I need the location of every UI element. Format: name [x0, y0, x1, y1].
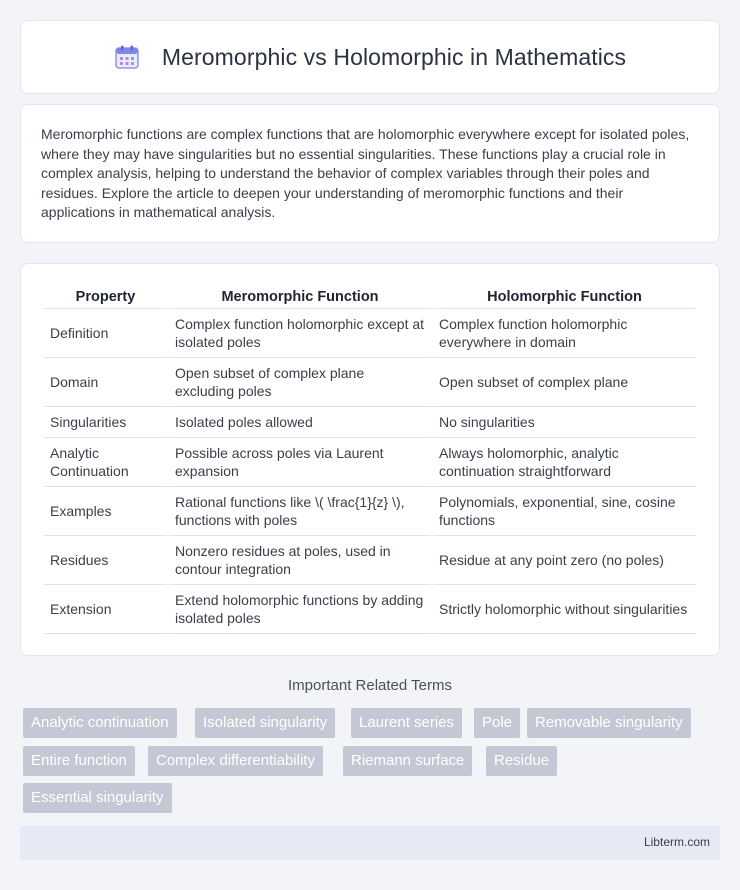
- table-cell: Always holomorphic, analytic continuation straightforward: [433, 438, 696, 487]
- calendar-icon: [114, 44, 140, 70]
- table-cell: Nonzero residues at poles, used in contour integration: [169, 536, 431, 585]
- comparison-table: [42, 284, 698, 634]
- table-header-row: [44, 284, 696, 309]
- table-cell: Complex function holomorphic except at isolated poles: [169, 309, 431, 358]
- table-cell: Open subset of complex plane excluding poles: [169, 358, 431, 407]
- related-term-tag[interactable]: Analytic continuation: [23, 708, 177, 738]
- table-cell: Complex function holomorphic everywhere in domain: [433, 309, 696, 358]
- table-cell: Extend holomorphic functions by adding isolated poles: [169, 585, 431, 634]
- related-term-tag[interactable]: Removable singularity: [527, 708, 691, 738]
- related-term-tag[interactable]: Riemann surface: [343, 746, 472, 776]
- related-term-tag[interactable]: Entire function: [23, 746, 135, 776]
- table-cell: Extension: [44, 585, 167, 634]
- header-card: [20, 20, 720, 94]
- table-row: [44, 585, 696, 634]
- related-term-tag[interactable]: Laurent series: [351, 708, 462, 738]
- page-title: Meromorphic vs Holomorphic in Mathematics: [161, 43, 627, 70]
- table-row: [44, 438, 696, 487]
- table-cell: Rational functions like \( \frac{1}{z} \), functions with poles: [169, 487, 431, 536]
- table-cell: Residues: [44, 536, 167, 585]
- table-cell: Singularities: [44, 407, 167, 438]
- footer: [20, 826, 720, 860]
- related-term-tag[interactable]: Essential singularity: [23, 783, 172, 813]
- comparison-table-card: [20, 263, 720, 656]
- intro-paragraph: Meromorphic functions are complex functions that are holomorphic everywhere except for isolated poles, where they may have singularities but no essential singularities. These functions play a crucial role in complex analysis, helping to understand the behavior of complex variables through their poles and residues. Explore the article to deepen your understanding of meromorphic functions and their applications in mathematical analysis.: [41, 126, 690, 221]
- intro-card: [20, 104, 720, 243]
- column-header: Property: [44, 284, 167, 309]
- table-cell: Domain: [44, 358, 167, 407]
- table-row: [44, 309, 696, 358]
- footer-brand-link[interactable]: Libterm.com: [643, 835, 710, 849]
- table-cell: Definition: [44, 309, 167, 358]
- related-term-tag[interactable]: Pole: [474, 708, 520, 738]
- table-cell: Analytic Continuation: [44, 438, 167, 487]
- table-row: [44, 358, 696, 407]
- table-cell: Possible across poles via Laurent expansion: [169, 438, 431, 487]
- table-cell: Residue at any point zero (no poles): [433, 536, 696, 585]
- table-cell: Open subset of complex plane: [433, 358, 696, 407]
- table-row: [44, 487, 696, 536]
- column-header: Meromorphic Function: [169, 284, 431, 309]
- table-cell: Polynomials, exponential, sine, cosine functions: [433, 487, 696, 536]
- table-cell: No singularities: [433, 407, 696, 438]
- related-term-tag[interactable]: Complex differentiability: [148, 746, 323, 776]
- related-term-tag[interactable]: Isolated singularity: [195, 708, 335, 738]
- table-cell: Isolated poles allowed: [169, 407, 431, 438]
- table-row: [44, 536, 696, 585]
- related-term-tag[interactable]: Residue: [486, 746, 557, 776]
- related-terms-title: Important Related Terms: [288, 677, 452, 694]
- table-cell: Strictly holomorphic without singularities: [433, 585, 696, 634]
- table-row: [44, 407, 696, 438]
- column-header: Holomorphic Function: [433, 284, 696, 309]
- table-cell: Examples: [44, 487, 167, 536]
